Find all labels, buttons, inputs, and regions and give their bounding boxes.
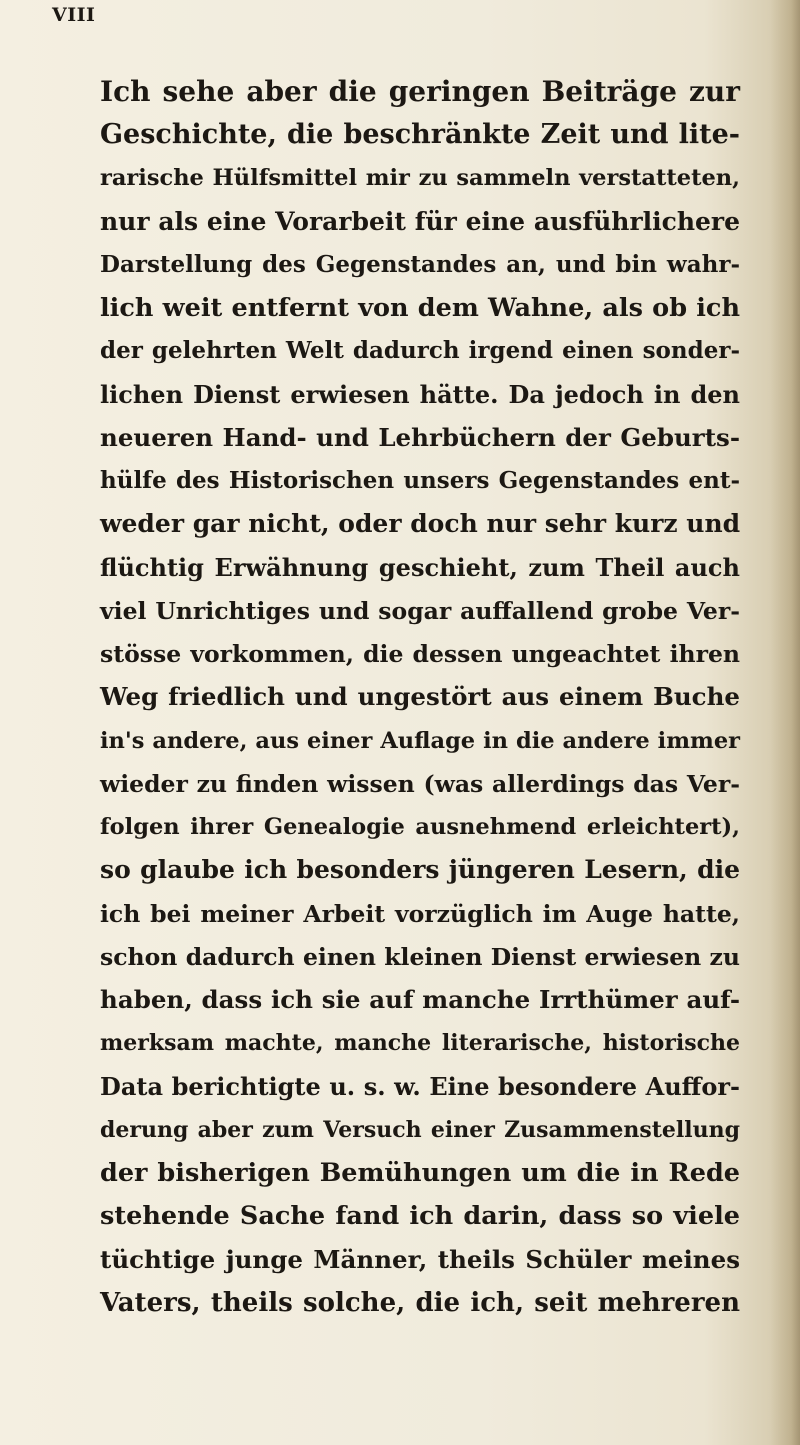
text-line-24: Data berichtigte u. s. w. Eine besondere Auffor-: [100, 1072, 740, 1101]
text-line-21: schon dadurch einen kleinen Dienst erwiesen zu: [100, 943, 740, 971]
text-line-4: nur als eine Vorarbeit für eine ausführlichere: [100, 207, 740, 236]
text-line-17: wieder zu finden wissen (was allerdings das Ver-: [100, 770, 740, 798]
text-line-15: Weg friedlich und ungestört aus einem Buche: [100, 682, 740, 711]
page-edge-shadow: [770, 0, 800, 1445]
text-line-19: so glaube ich besonders jüngeren Lesern, die: [100, 855, 740, 884]
text-line-23: merksam machte, manche literarische, historische: [100, 1030, 740, 1056]
text-line-8: lichen Dienst erwiesen hätte. Da jedoch in den: [100, 380, 740, 409]
text-line-27: stehende Sache fand ich darin, dass so viele: [100, 1201, 740, 1231]
text-line-5: Darstellung des Gegenstandes an, und bin wahr-: [100, 251, 740, 278]
text-line-16: in's andere, aus einer Auflage in die andere immer: [100, 728, 740, 754]
text-line-3: rarische Hülfsmittel mir zu sammeln verstatteten,: [100, 165, 740, 191]
text-line-25: derung aber zum Versuch einer Zusammenstellung: [100, 1117, 740, 1143]
text-line-10: hülfe des Historischen unsers Gegenstandes ent-: [100, 467, 740, 494]
text-line-18: folgen ihrer Genealogie ausnehmend erleichtert),: [100, 814, 740, 840]
text-line-2: Geschichte, die beschränkte Zeit und lite-: [100, 119, 740, 150]
text-line-11: weder gar nicht, oder doch nur sehr kurz und: [100, 509, 741, 538]
text-line-22: haben, dass ich sie auf manche Irrthümer auf-: [100, 985, 740, 1014]
text-line-12: flüchtig Erwähnung geschieht, zum Theil auch: [100, 553, 740, 582]
text-line-9: neueren Hand- und Lehrbüchern der Geburts-: [100, 423, 740, 452]
text-line-26: der bisherigen Bemühungen um die in Rede: [100, 1158, 740, 1188]
text-line-1: Ich sehe aber die geringen Beiträge zur: [100, 75, 740, 108]
text-line-7: der gelehrten Welt dadurch irgend einen sonder-: [100, 337, 740, 364]
page-number: VIII: [52, 4, 96, 26]
text-line-14: stösse vorkommen, die dessen ungeachtet ihren: [100, 640, 740, 668]
text-line-13: viel Unrichtiges und sogar auffallend grobe Ver-: [100, 597, 740, 625]
text-line-20: ich bei meiner Arbeit vorzüglich im Auge hatte,: [100, 900, 740, 928]
text-line-29: Vaters, theils solche, die ich, seit mehreren: [100, 1288, 740, 1318]
text-line-6: lich weit entfernt von dem Wahne, als ob ich: [100, 293, 740, 323]
text-line-28: tüchtige junge Männer, theils Schüler meines: [100, 1245, 740, 1274]
